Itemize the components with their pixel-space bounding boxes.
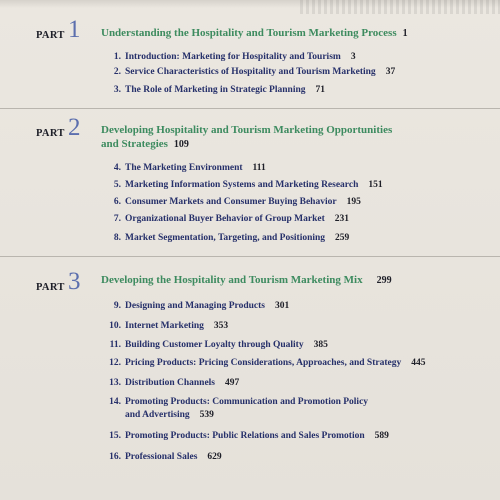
chapter-row [101,213,496,226]
chapter-number: 6. [113,197,121,207]
chapter-title: Service Characteristics of Hospitality and Tourism Marketing [125,67,376,77]
chapter-title: Pricing Products: Pricing Considerations, Approaches, and Strategy [125,358,402,368]
chapter-page-number: 589 [374,431,389,441]
chapter-number: 5. [113,180,121,190]
chapter-row [101,357,496,370]
chapter-title: Building Customer Loyalty through Quality [125,340,304,350]
chapter-page-number: 539 [199,410,214,420]
chapter-title: The Role of Marketing in Strategic Planning [125,85,306,95]
chapter-title: Internet Marketing [125,321,204,331]
chapter-number: 7. [113,214,121,224]
bleed-through-text [300,0,500,14]
chapter-number: 8. [113,233,121,243]
chapter-number: 13. [109,378,121,388]
part-number: 2 [68,114,81,141]
chapter-number: 2. [113,67,121,77]
chapter-page-number: 231 [334,214,350,224]
chapter-title-cont [101,409,496,422]
chapter-title-line2: and Advertising [125,410,190,420]
chapter-title: Market Segmentation, Targeting, and Positioning [125,233,326,243]
chapter-page-number: 497 [225,378,240,388]
part-title [101,26,446,41]
part-title-line2: and Strategies [101,138,168,150]
chapter-number: 10. [109,321,121,331]
part-number: 3 [68,268,81,295]
chapter-number: 14. [109,397,121,407]
chapter-number: 15. [109,431,121,441]
chapter-page-number: 3 [350,52,356,62]
chapter-page-number: 195 [346,197,361,207]
part-title [101,273,481,288]
part-title [101,123,446,152]
chapter-row [101,300,496,313]
chapter-title: Introduction: Marketing for Hospitality and Tourism [125,52,341,62]
chapter-page-number: 111 [252,163,266,173]
chapter-page-number: 37 [385,67,396,77]
chapter-row [101,339,496,352]
chapter-row [101,320,496,333]
chapter-row [101,232,496,245]
chapter-row [101,396,496,422]
chapter-row [101,196,496,209]
chapter-row [101,430,496,443]
chapter-page-number: 259 [335,233,350,243]
chapter-page-number: 629 [207,452,222,462]
part-page-number: 109 [173,139,189,150]
chapter-number: 3. [113,85,121,95]
chapter-page-number: 353 [213,321,229,331]
chapter-title: Organizational Buyer Behavior of Group Market [125,214,325,224]
chapter-number: 9. [113,301,121,311]
part-title-text: Developing the Hospitality and Tourism Marketing Mix [101,274,363,286]
chapter-title: Distribution Channels [125,378,216,388]
part-label: PART [36,282,65,293]
section-divider [0,256,500,257]
chapter-row [101,179,496,192]
chapter-page-number: 151 [368,180,383,190]
chapter-number: 16. [109,452,121,462]
chapter-page-number: 301 [274,301,290,311]
chapter-title: Promoting Products: Communication and Promotion Policy [125,397,369,407]
chapter-row [101,84,496,97]
chapter-row [101,51,496,64]
chapter-number: 11. [109,340,121,350]
chapter-title: Consumer Markets and Consumer Buying Behavior [125,197,337,207]
chapter-row [101,377,496,390]
chapter-page-number: 445 [411,358,426,368]
chapter-title: Professional Sales [125,452,198,462]
chapter-number: 1. [113,52,121,62]
part-title-text: Developing Hospitality and Tourism Marketing Opportunities [101,124,393,136]
chapter-title: Promoting Products: Public Relations and Sales Promotion [125,431,365,441]
chapter-row [101,66,496,79]
part-page-number: 1 [402,28,408,39]
chapter-title: The Marketing Environment [125,163,243,173]
chapter-title: Marketing Information Systems and Marketing Research [125,180,359,190]
chapter-title: Designing and Managing Products [125,301,265,311]
chapter-number: 12. [109,358,121,368]
chapter-row [101,162,496,175]
chapter-page-number: 385 [313,340,328,350]
section-divider [0,108,500,109]
part-page-number: 299 [376,275,392,286]
chapter-number: 4. [113,163,121,173]
chapter-page-number: 71 [315,85,325,95]
part-title-text: Understanding the Hospitality and Tourism Marketing Process [101,27,397,39]
part-label: PART [36,128,65,139]
part-number: 1 [68,16,81,43]
part-label: PART [36,30,65,41]
chapter-row [101,451,496,464]
